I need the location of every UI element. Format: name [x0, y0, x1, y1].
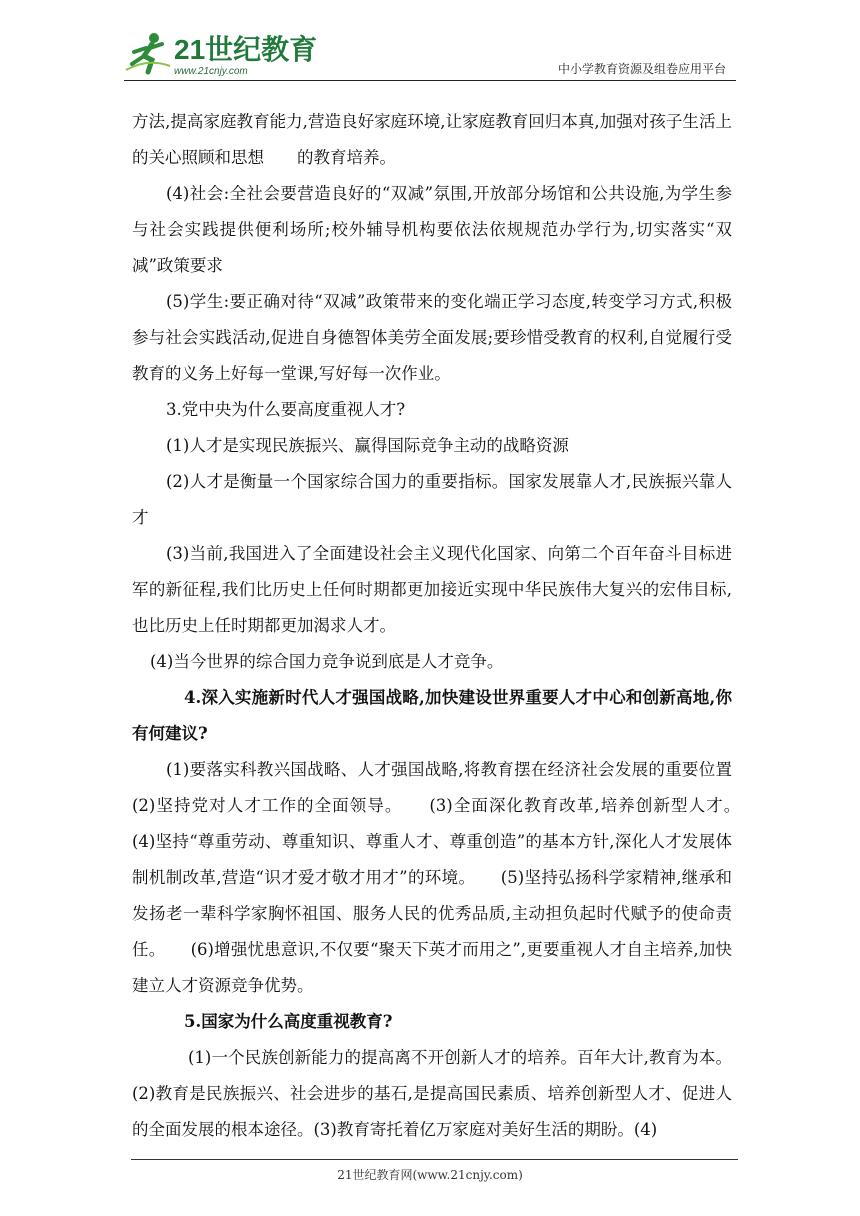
- question-3-heading: 3.党中央为什么要高度重视人才?: [166, 400, 406, 419]
- runner-logo-icon: [124, 30, 172, 76]
- logo-url: www.21cnjy.com: [174, 66, 248, 77]
- answer-3-point-1: (1)人才是实现民族振兴、赢得国际竞争主动的战略资源: [166, 436, 569, 455]
- question-4-heading: 4.深入实施新时代人才强国战略,加快建设世界重要人才中心和创新高地,你有何建议?: [132, 688, 732, 743]
- paragraph-society: (4)社会:全社会要营造良好的“双减”氛围,开放部分场馆和公共设施,为学生参与社会实践提供便利场所;校外辅导机构要依法依规规范办学行为,切实落实“双减”政策要求: [132, 184, 732, 275]
- paragraph-students: (5)学生:要正确对待“双减”政策带来的变化端正学习态度,转变学习方式,积极参与社会实践活动,促进自身德智体美劳全面发展;要珍惜受教育的权利,自觉履行受教育的义务上好每一堂课,写好每一次作业。: [132, 292, 732, 383]
- document-body: [132, 104, 765, 1148]
- answer-5-body: (1)一个民族创新能力的提高离不开创新人才的培养。百年大计,教育为本。(2)教育是民族振兴、社会进步的基石,是提高国民素质、培养创新型人才、促进人的全面发展的根本途径。(3)教育寄托着亿万家庭对美好生活的期盼。(4): [132, 1048, 732, 1139]
- footer-divider: [131, 1159, 738, 1160]
- paragraph-family-cont: 方法,提高家庭教育能力,营造良好家庭环境,让家庭教育回归本真,加强对孩子生活上的关心照顾和思想 的教育培养。: [132, 112, 732, 167]
- page-header: [124, 28, 736, 81]
- answer-4-body: (1)要落实科教兴国战略、人才强国战略,将教育摆在经济社会发展的重要位置 (2)坚持党对人才工作的全面领导。 (3)全面深化教育改革,培养创新型人才。 (4)坚持“尊重劳动、尊重知识、尊重人才、尊重创造”的基本方针,深化人才发展体制机制改革,营造“识才爱才敬才用才”的环境。 (5)坚持弘扬科学家精神,继承和发扬老一辈科学家胸怀祖国、服务人民的优秀品质,主动担负起时代赋予的使命责任。 (6)增强忧患意识,不仅要“聚天下英才而用之”,更要重视人才自主培养,加快建立人才资源竞争优势。: [132, 760, 765, 995]
- answer-3-point-4: (4)当今世界的综合国力竞争说到底是人才竞争。: [150, 652, 504, 671]
- answer-3-point-2: (2)人才是衡量一个国家综合国力的重要指标。国家发展靠人才,民族振兴靠人才: [132, 472, 732, 527]
- answer-3-point-3: (3)当前,我国进入了全面建设社会主义现代化国家、向第二个百年奋斗目标进军的新征程,我们比历史上任何时期都更加接近实现中华民族伟大复兴的宏伟目标,也比历史上任时期都更加渴求人才。: [132, 544, 732, 635]
- platform-slogan: 中小学教育资源及组卷应用平台: [557, 62, 726, 76]
- question-5-heading: 5.国家为什么高度重视教育?: [184, 1012, 393, 1031]
- site-logo[interactable]: [124, 30, 318, 78]
- logo-text: 21世纪教育: [174, 34, 318, 65]
- page-footer: 21世纪教育网(www.21cnjy.com): [337, 1168, 523, 1182]
